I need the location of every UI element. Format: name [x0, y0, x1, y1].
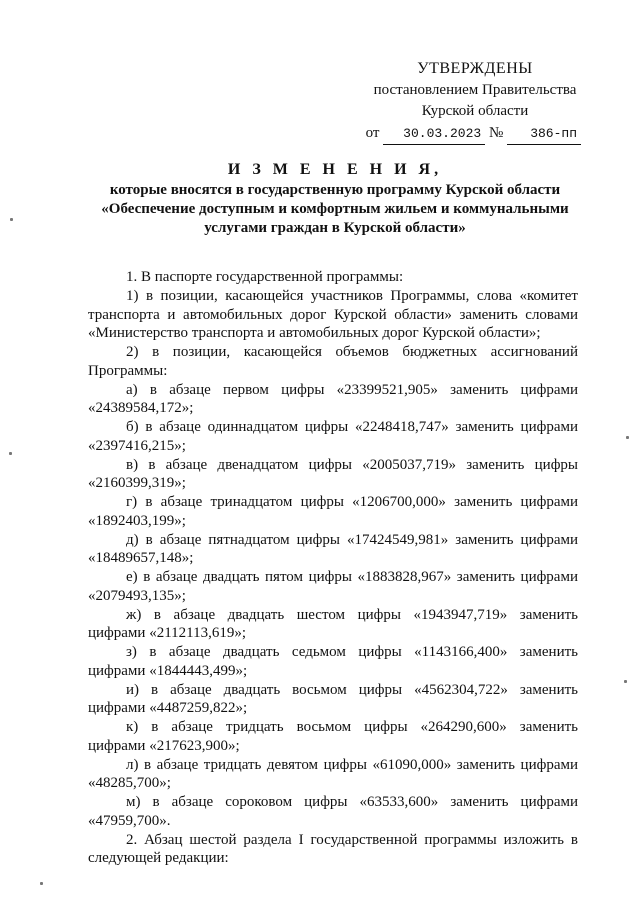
approval-line-1: постановлением Правительства — [373, 81, 577, 98]
paragraph-section-1 — [88, 831, 578, 869]
approval-date-line — [355, 123, 595, 146]
list-item-line-1: е) в абзаце двадцать пятом цифры «1883828,967» заменить цифрами — [126, 569, 578, 585]
list-item — [88, 606, 578, 644]
list-item-line-2: «2397416,215»; — [88, 437, 186, 454]
list-item — [88, 756, 578, 794]
approval-date: 30.03.2023 — [383, 123, 485, 146]
list-item-line-2: цифрами «217623,900»; — [88, 737, 240, 754]
paragraph-participants — [88, 287, 578, 343]
list-item-line-2: «47959,700». — [88, 812, 171, 829]
heading-line-3: услугами граждан в Курской области» — [204, 220, 466, 236]
list-item-line-1: к) в абзаце тридцать восьмом цифры «264290,600» заменить — [126, 719, 578, 735]
number-prefix: № — [488, 124, 504, 141]
list-item — [88, 718, 578, 756]
paragraph-line: «Министерство транспорта и автомобильных дорог Курской области»; — [88, 325, 541, 342]
list-item-line-1: б) в абзаце одиннадцатом цифры «2248418,747» заменить цифрами — [126, 419, 578, 435]
list-item — [88, 568, 578, 606]
list-item-line-2: цифрами «1844443,499»; — [88, 662, 248, 679]
scan-speck — [40, 882, 43, 885]
list-item — [88, 681, 578, 719]
list-item-line-2: «2079493,135»; — [88, 587, 186, 604]
scan-speck — [624, 680, 627, 683]
heading-line-2: «Обеспечение доступным и комфортным жильем и коммунальными — [101, 201, 569, 217]
approval-number: 386-пп — [507, 123, 581, 146]
list-item-line-2: «2160399,319»; — [88, 475, 186, 492]
list-item — [88, 456, 578, 494]
list-item — [88, 643, 578, 681]
document-heading — [70, 159, 600, 238]
heading-title: И З М Е Н Е Н И Я, — [227, 161, 443, 178]
list-item-line-1: в) в абзаце двенадцатом цифры «2005037,719» заменить цифры — [126, 456, 578, 473]
list-item-line-1: з) в абзаце двадцать седьмом цифры «1143166,400» заменить — [126, 644, 578, 660]
document-body — [88, 268, 578, 868]
list-item — [88, 381, 578, 419]
paragraph-1: 1. В паспорте государственной программы: — [126, 269, 404, 285]
list-item-line-1: л) в абзаце тридцать девятом цифры «61090,000» заменить цифрами — [126, 756, 578, 773]
list-item-line-1: г) в абзаце тринадцатом цифры «1206700,000» заменить цифрами — [126, 494, 578, 510]
list-item-line-2: цифрами «4487259,822»; — [88, 700, 248, 717]
heading-line-1: которые вносятся в государственную программу Курской области — [109, 182, 561, 198]
paragraph-line: 1) в позиции, касающейся участников Программы, слова «комитет — [126, 287, 578, 304]
paragraph-line: транспорта и автомобильных дорог Курской области» заменить словами — [88, 306, 578, 323]
list-item — [88, 793, 578, 831]
approval-block — [355, 58, 595, 145]
date-prefix: от — [365, 124, 380, 141]
list-item-line-2: «1892403,199»; — [88, 512, 186, 529]
paragraph-line: 2. Абзац шестой раздела I государственной программы изложить в — [126, 831, 578, 848]
approval-title: УТВЕРЖДЕНЫ — [417, 60, 533, 77]
scan-speck — [9, 452, 12, 455]
list-item-line-1: а) в абзаце первом цифры «23399521,905» заменить цифрами — [126, 381, 578, 398]
list-item-line-1: м) в абзаце сороковом цифры «63533,600» заменить цифрами — [126, 794, 578, 810]
paragraph-budget — [88, 343, 578, 381]
list-item-line-2: «24389584,172»; — [88, 400, 194, 417]
list-item-line-2: «48285,700»; — [88, 775, 171, 792]
list-item-line-2: «18489657,148»; — [88, 550, 194, 567]
scan-speck — [10, 218, 13, 221]
list-item — [88, 418, 578, 456]
paragraph-line: Программы: — [88, 362, 168, 379]
approval-line-2: Курской области — [421, 103, 529, 119]
list-item-line-1: и) в абзаце двадцать восьмом цифры «4562304,722» заменить — [126, 681, 578, 698]
paragraph-line: следующей редакции: — [88, 850, 229, 867]
list-item-line-2: цифрами «2112113,619»; — [88, 625, 247, 642]
list-item — [88, 493, 578, 531]
paragraph-line: 2) в позиции, касающейся объемов бюджетных ассигнований — [126, 344, 578, 360]
scan-speck — [626, 436, 629, 439]
list-item-line-1: д) в абзаце пятнадцатом цифры «17424549,981» заменить цифрами — [126, 531, 578, 548]
list-item — [88, 531, 578, 569]
list-item-line-1: ж) в абзаце двадцать шестом цифры «1943947,719» заменить — [126, 606, 578, 623]
